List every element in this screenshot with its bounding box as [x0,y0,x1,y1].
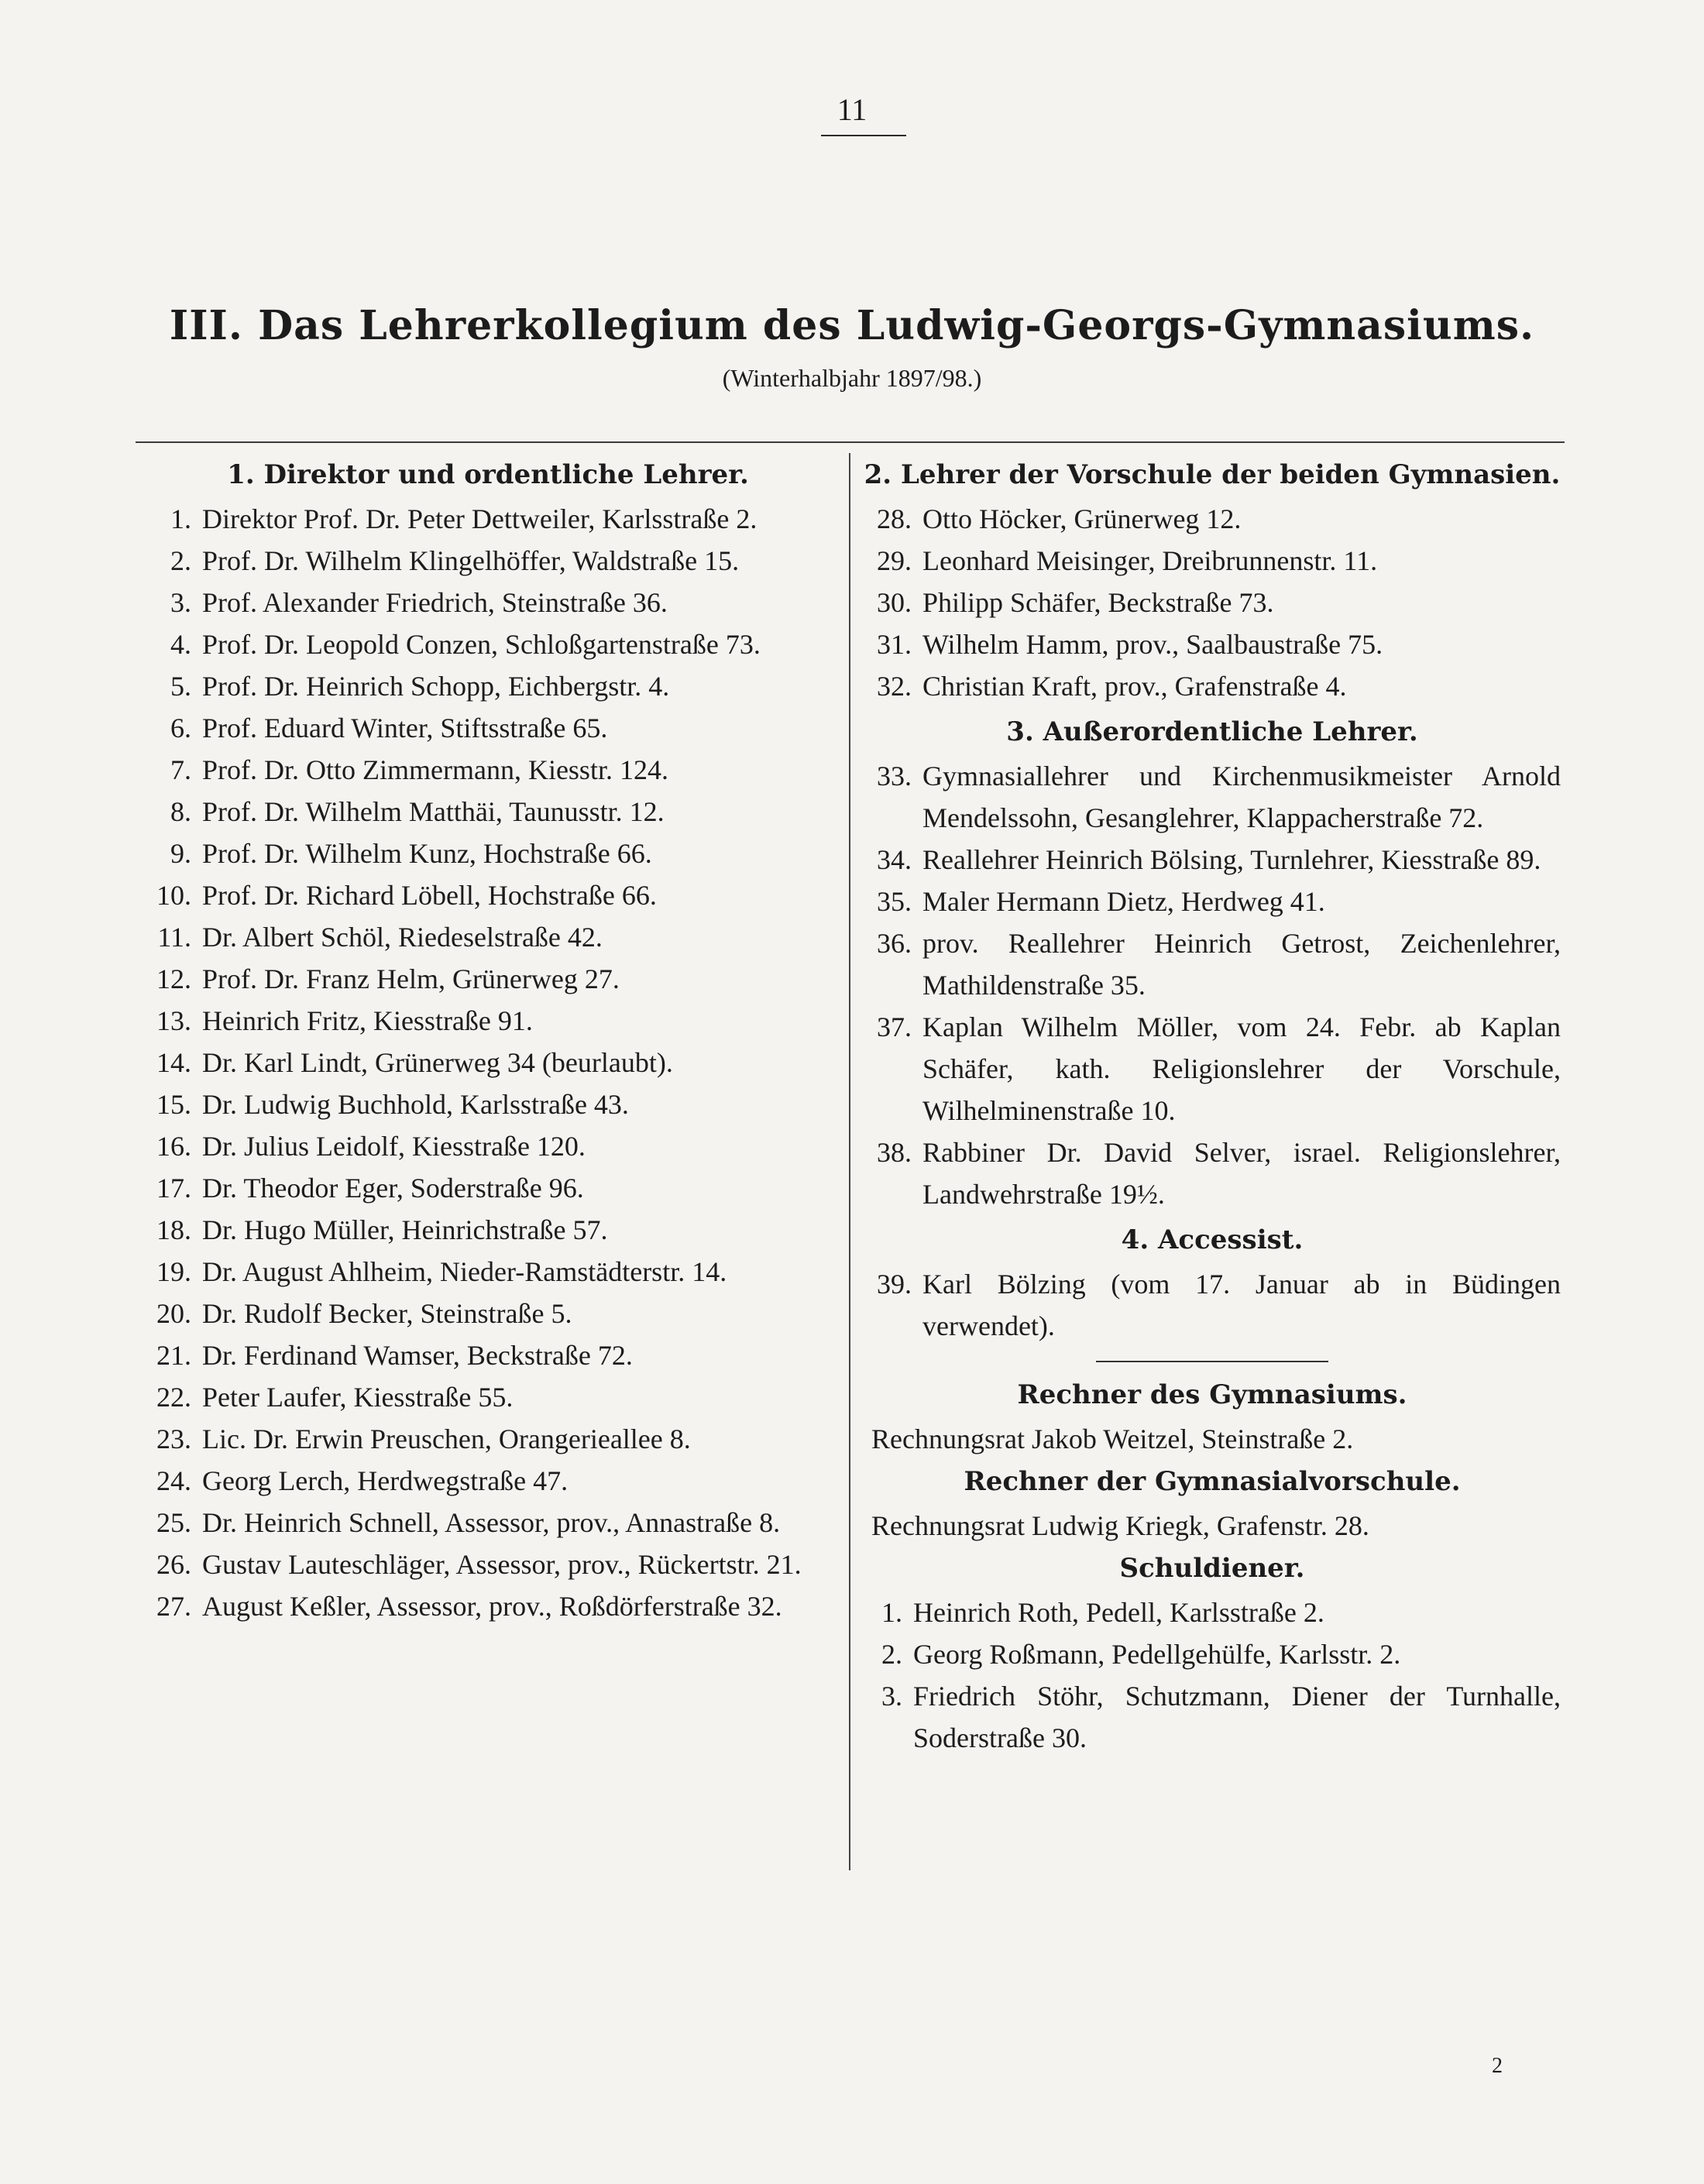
entry-number: 5. [170,671,191,702]
entry-text: Dr. Albert Schöl, Riedeselstraße 42. [202,922,603,953]
entry-number: 6. [170,713,191,743]
entry-number: 36. [877,928,912,959]
entry-text: Prof. Eduard Winter, Stiftsstraße 65. [202,713,608,743]
entry-text: Dr. Ferdinand Wamser, Beckstraße 72. [202,1340,633,1371]
right-column [864,453,1561,1759]
list-item [864,1592,1561,1633]
section-divider [1096,1361,1328,1362]
column-divider [849,453,850,1870]
entry-text: Dr. Hugo Müller, Heinrichstraße 57. [202,1214,608,1245]
list-item [864,1263,1561,1347]
list-item [143,1334,833,1376]
entry-number: 21. [156,1340,191,1371]
entry-number: 19. [156,1256,191,1287]
list-item [143,833,833,874]
entry-number: 37. [877,1011,912,1042]
entry-text: Dr. Ludwig Buchhold, Karlsstraße 43. [202,1089,629,1120]
list-item [143,1460,833,1502]
entry-number: 14. [156,1047,191,1078]
list-item [143,1502,833,1544]
entry-text: Rabbiner Dr. David Selver, israel. Religionslehrer, Landwehrstraße 19½. [922,1137,1561,1210]
staff-list [864,1592,1561,1759]
entry-text: Leonhard Meisinger, Dreibrunnenstr. 11. [922,545,1378,576]
entry-text: August Keßler, Assessor, prov., Roßdörferstraße 32. [202,1591,782,1622]
entry-text: Gymnasiallehrer und Kirchenmusikmeister Arnold Mendelssohn, Gesanglehrer, Klappacherstraße 72. [922,761,1561,833]
list-item [143,1251,833,1293]
entry-text: Philipp Schäfer, Beckstraße 73. [922,587,1274,618]
list-item [864,665,1561,707]
page-subtitle: (Winterhalbjahr 1897/98.) [722,364,982,392]
entry-text: Direktor Prof. Dr. Peter Dettweiler, Karlsstraße 2. [202,503,758,534]
list-item [143,623,833,665]
list-item [864,839,1561,881]
entry-number: 7. [170,754,191,785]
section-heading-staff: Schuldiener. [1119,1553,1305,1584]
entry-text: Prof. Dr. Heinrich Schopp, Eichbergstr. 4. [202,671,670,702]
list-item [864,1006,1561,1131]
list-item [143,1083,833,1125]
entry-text: Dr. Julius Leidolf, Kiesstraße 120. [202,1131,586,1162]
entry-text: Maler Hermann Dietz, Herdweg 41. [922,886,1325,917]
entry-number: 9. [170,838,191,869]
accessist-list [864,1263,1561,1347]
section-heading-director-teachers: 1. Direktor und ordentliche Lehrer. [227,459,749,490]
director-teachers-list [143,498,833,1627]
section-heading-prep-teachers: 2. Lehrer der Vorschule der beiden Gymnasien. [864,459,1561,490]
entry-text: Prof. Dr. Otto Zimmermann, Kiesstr. 124. [202,754,668,785]
list-item [143,874,833,916]
entry-text: Prof. Dr. Wilhelm Matthäi, Taunusstr. 12. [202,796,665,827]
entry-number: 10. [156,880,191,911]
entry-number: 3. [881,1681,902,1712]
entry-text: Georg Lerch, Herdwegstraße 47. [202,1465,569,1496]
entry-number: 23. [156,1423,191,1454]
header-divider [136,441,1565,443]
entry-number: 1. [170,503,191,534]
list-item [864,540,1561,582]
treasurer-gym-entry: Rechnungsrat Jakob Weitzel, Steinstraße 2. [871,1423,1354,1454]
list-item [864,755,1561,839]
treasurer-prep-entry: Rechnungsrat Ludwig Kriegk, Grafenstr. 28. [871,1510,1369,1541]
list-item [143,1209,833,1251]
list-item [143,1376,833,1418]
entry-number: 24. [156,1465,191,1496]
entry-number: 13. [156,1005,191,1036]
page-number: 11 [837,92,867,127]
entry-text: Wilhelm Hamm, prov., Saalbaustraße 75. [922,629,1383,660]
entry-text: Prof. Dr. Franz Helm, Grünerweg 27. [202,963,620,994]
list-item [864,623,1561,665]
list-item [143,498,833,540]
list-item [143,1418,833,1460]
list-item [143,582,833,623]
entry-number: 2. [170,545,191,576]
entry-text: Dr. August Ahlheim, Nieder-Ramstädterstr. 14. [202,1256,727,1287]
entry-text: Dr. Rudolf Becker, Steinstraße 5. [202,1298,572,1329]
entry-number: 35. [877,886,912,917]
entry-text: Dr. Theodor Eger, Soderstraße 96. [202,1173,584,1204]
entry-number: 2. [881,1639,902,1670]
entry-number: 31. [877,629,912,660]
entry-text: Prof. Dr. Leopold Conzen, Schloßgartenstraße 73. [202,629,761,660]
entry-text: Prof. Alexander Friedrich, Steinstraße 36. [202,587,668,618]
list-item [143,707,833,749]
entry-number: 39. [877,1269,912,1300]
entry-text: Christian Kraft, prov., Grafenstraße 4. [922,671,1347,702]
list-item [864,1633,1561,1675]
list-item [864,881,1561,922]
entry-number: 3. [170,587,191,618]
entry-number: 30. [877,587,912,618]
entry-text: Prof. Dr. Wilhelm Kunz, Hochstraße 66. [202,838,652,869]
list-item [143,1585,833,1627]
list-item [143,665,833,707]
entry-number: 22. [156,1382,191,1413]
entry-text: Prof. Dr. Wilhelm Klingelhöffer, Waldstraße 15. [202,545,740,576]
entry-number: 4. [170,629,191,660]
entry-number: 34. [877,844,912,875]
entry-number: 11. [157,922,191,953]
page-number-rule [821,135,906,136]
entry-text: Dr. Heinrich Schnell, Assessor, prov., Annastraße 8. [202,1507,781,1538]
list-item [864,1675,1561,1759]
prep-teachers-list [864,498,1561,707]
entry-text: prov. Reallehrer Heinrich Getrost, Zeichenlehrer, Mathildenstraße 35. [922,928,1561,1001]
footer-signature-number: 2 [1492,2054,1503,2078]
entry-text: Friedrich Stöhr, Schutzmann, Diener der Turnhalle, Soderstraße 30. [913,1681,1561,1753]
extra-teachers-list [864,755,1561,1215]
entry-text: Otto Höcker, Grünerweg 12. [922,503,1242,534]
entry-number: 26. [156,1549,191,1580]
list-item [143,1000,833,1042]
entry-number: 25. [156,1507,191,1538]
list-item [864,1131,1561,1215]
entry-text: Prof. Dr. Richard Löbell, Hochstraße 66. [202,880,657,911]
entry-text: Dr. Karl Lindt, Grünerweg 34 (beurlaubt). [202,1047,673,1078]
section-heading-treasurer-prep: Rechner der Gymnasialvorschule. [964,1466,1461,1497]
list-item [143,958,833,1000]
list-item [143,540,833,582]
list-item [143,1125,833,1167]
entry-number: 1. [881,1597,902,1628]
section-heading-accessist: 4. Accessist. [1121,1224,1304,1255]
entry-text: Heinrich Roth, Pedell, Karlsstraße 2. [913,1597,1324,1628]
entry-number: 17. [156,1173,191,1204]
entry-text: Georg Roßmann, Pedellgehülfe, Karlsstr. 2. [913,1639,1401,1670]
list-item [143,1544,833,1585]
entry-number: 12. [156,963,191,994]
section-heading-treasurer-gym: Rechner des Gymnasiums. [1017,1379,1407,1410]
list-item [864,498,1561,540]
entry-text: Reallehrer Heinrich Bölsing, Turnlehrer, Kiesstraße 89. [922,844,1541,875]
entry-number: 38. [877,1137,912,1168]
entry-number: 8. [170,796,191,827]
entry-number: 33. [877,761,912,792]
list-item [864,582,1561,623]
entry-number: 20. [156,1298,191,1329]
entry-number: 32. [877,671,912,702]
list-item [143,791,833,833]
entry-text: Lic. Dr. Erwin Preuschen, Orangerieallee 8. [202,1423,691,1454]
list-item [143,916,833,958]
entry-text: Heinrich Fritz, Kiesstraße 91. [202,1005,533,1036]
entry-text: Karl Bölzing (vom 17. Januar ab in Büdingen verwendet). [922,1269,1561,1341]
entry-number: 15. [156,1089,191,1120]
list-item [143,1293,833,1334]
entry-number: 27. [156,1591,191,1622]
list-item [143,1167,833,1209]
section-heading-extra-teachers: 3. Außerordentliche Lehrer. [1006,716,1418,747]
entry-text: Peter Laufer, Kiesstraße 55. [202,1382,514,1413]
page-title: III. Das Lehrerkollegium des Ludwig-Georgs-Gymnasiums. [169,302,1535,349]
list-item [864,922,1561,1006]
entry-number: 29. [877,545,912,576]
entry-number: 18. [156,1214,191,1245]
entry-number: 16. [156,1131,191,1162]
left-column [143,453,833,1627]
entry-text: Kaplan Wilhelm Möller, vom 24. Febr. ab Kaplan Schäfer, kath. Religionslehrer der Vorschule, Wilhelminenstraße 10. [922,1011,1561,1126]
list-item [143,749,833,791]
entry-number: 28. [877,503,912,534]
entry-text: Gustav Lauteschläger, Assessor, prov., Rückertstr. 21. [202,1549,802,1580]
list-item [143,1042,833,1083]
